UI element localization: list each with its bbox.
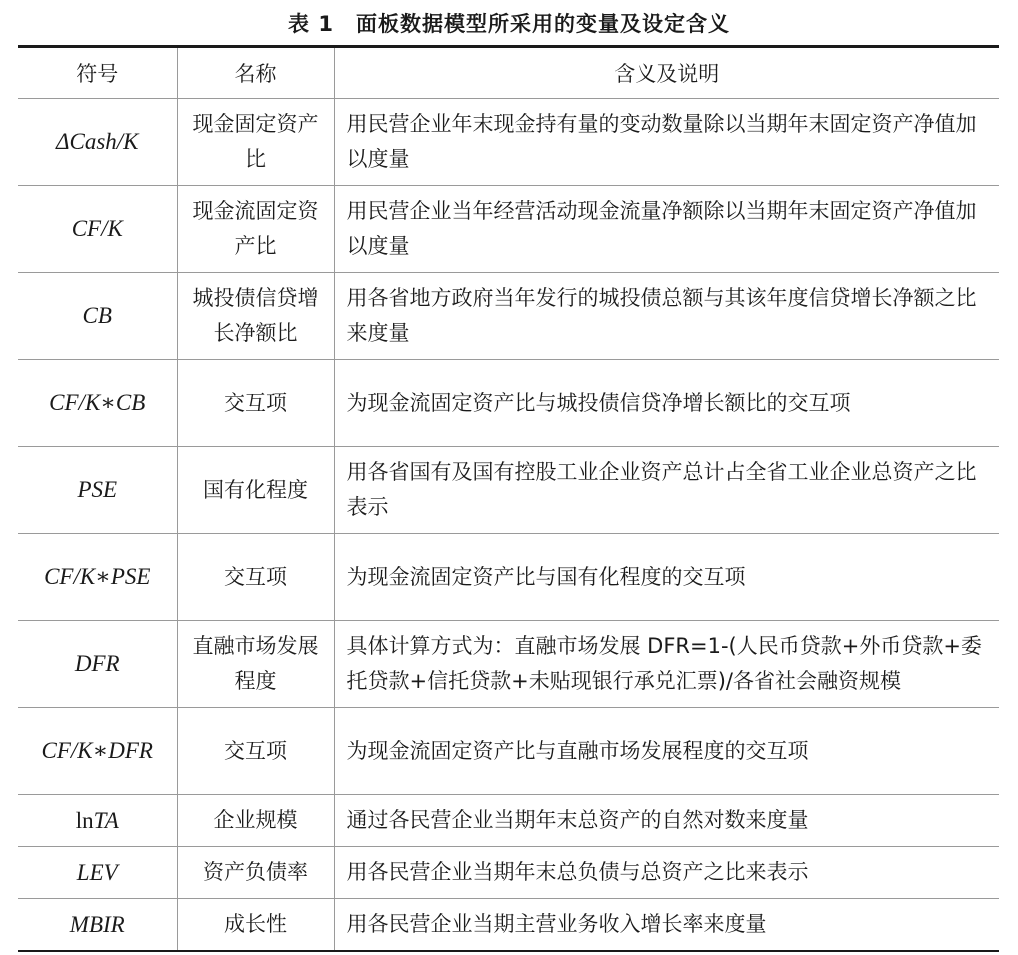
symbol-cell: ΔCash/K bbox=[18, 99, 177, 186]
description-cell: 为现金流固定资产比与国有化程度的交互项 bbox=[334, 534, 999, 621]
header-row bbox=[18, 47, 999, 99]
symbol-cell: CB bbox=[18, 273, 177, 360]
symbol-cell: CF/K∗CB bbox=[18, 360, 177, 447]
description-cell: 用民营企业当年经营活动现金流量净额除以当期年末固定资产净值加以度量 bbox=[334, 186, 999, 273]
name-cell: 直融市场发展程度 bbox=[177, 621, 334, 708]
table-row bbox=[18, 186, 999, 273]
symbol-cell: MBIR bbox=[18, 899, 177, 952]
description-cell: 用各省国有及国有控股工业企业资产总计占全省工业企业总资产之比表示 bbox=[334, 447, 999, 534]
description-cell: 用各民营企业当期年末总负债与总资产之比来表示 bbox=[334, 847, 999, 899]
table-row bbox=[18, 708, 999, 795]
name-cell: 企业规模 bbox=[177, 795, 334, 847]
symbol-cell: PSE bbox=[18, 447, 177, 534]
description-cell: 为现金流固定资产比与城投债信贷净增长额比的交互项 bbox=[334, 360, 999, 447]
name-cell: 城投债信贷增长净额比 bbox=[177, 273, 334, 360]
symbol-cell: LEV bbox=[18, 847, 177, 899]
symbol-cell bbox=[18, 795, 177, 847]
symbol-cell: DFR bbox=[18, 621, 177, 708]
table-title: 面板数据模型所采用的变量及设定含义 bbox=[355, 12, 730, 36]
symbol-cell: CF/K bbox=[18, 186, 177, 273]
name-cell: 成长性 bbox=[177, 899, 334, 952]
header-name: 名称 bbox=[177, 47, 334, 99]
table-row bbox=[18, 847, 999, 899]
symbol-prefix: ln bbox=[75, 807, 94, 833]
table-row bbox=[18, 273, 999, 360]
description-cell: 通过各民营企业当期年末总资产的自然对数来度量 bbox=[334, 795, 999, 847]
table-caption bbox=[0, 8, 1018, 38]
name-cell: 现金流固定资产比 bbox=[177, 186, 334, 273]
name-cell: 交互项 bbox=[177, 534, 334, 621]
table-row bbox=[18, 899, 999, 952]
table-row bbox=[18, 795, 999, 847]
table-row bbox=[18, 534, 999, 621]
name-cell: 现金固定资产比 bbox=[177, 99, 334, 186]
header-description: 含义及说明 bbox=[334, 47, 999, 99]
symbol-cell: CF/K∗PSE bbox=[18, 534, 177, 621]
variables-table bbox=[18, 45, 999, 952]
name-cell: 交互项 bbox=[177, 708, 334, 795]
name-cell: 资产负债率 bbox=[177, 847, 334, 899]
table-row bbox=[18, 360, 999, 447]
name-cell: 国有化程度 bbox=[177, 447, 334, 534]
header-symbol: 符号 bbox=[18, 47, 177, 99]
table-number: 表 1 bbox=[288, 12, 334, 36]
description-cell: 为现金流固定资产比与直融市场发展程度的交互项 bbox=[334, 708, 999, 795]
table-row bbox=[18, 99, 999, 186]
table-row bbox=[18, 621, 999, 708]
description-cell: 用各民营企业当期主营业务收入增长率来度量 bbox=[334, 899, 999, 952]
description-cell: 具体计算方式为：直融市场发展 DFR=1-(人民币贷款+外币贷款+委托贷款+信托贷款+未贴现银行承兑汇票)/各省社会融资规模 bbox=[334, 621, 999, 708]
name-cell: 交互项 bbox=[177, 360, 334, 447]
symbol-cell: CF/K∗DFR bbox=[18, 708, 177, 795]
description-cell: 用各省地方政府当年发行的城投债总额与其该年度信贷增长净额之比来度量 bbox=[334, 273, 999, 360]
symbol-text: TA bbox=[93, 807, 119, 833]
table-row bbox=[18, 447, 999, 534]
description-cell: 用民营企业年末现金持有量的变动数量除以当期年末固定资产净值加以度量 bbox=[334, 99, 999, 186]
